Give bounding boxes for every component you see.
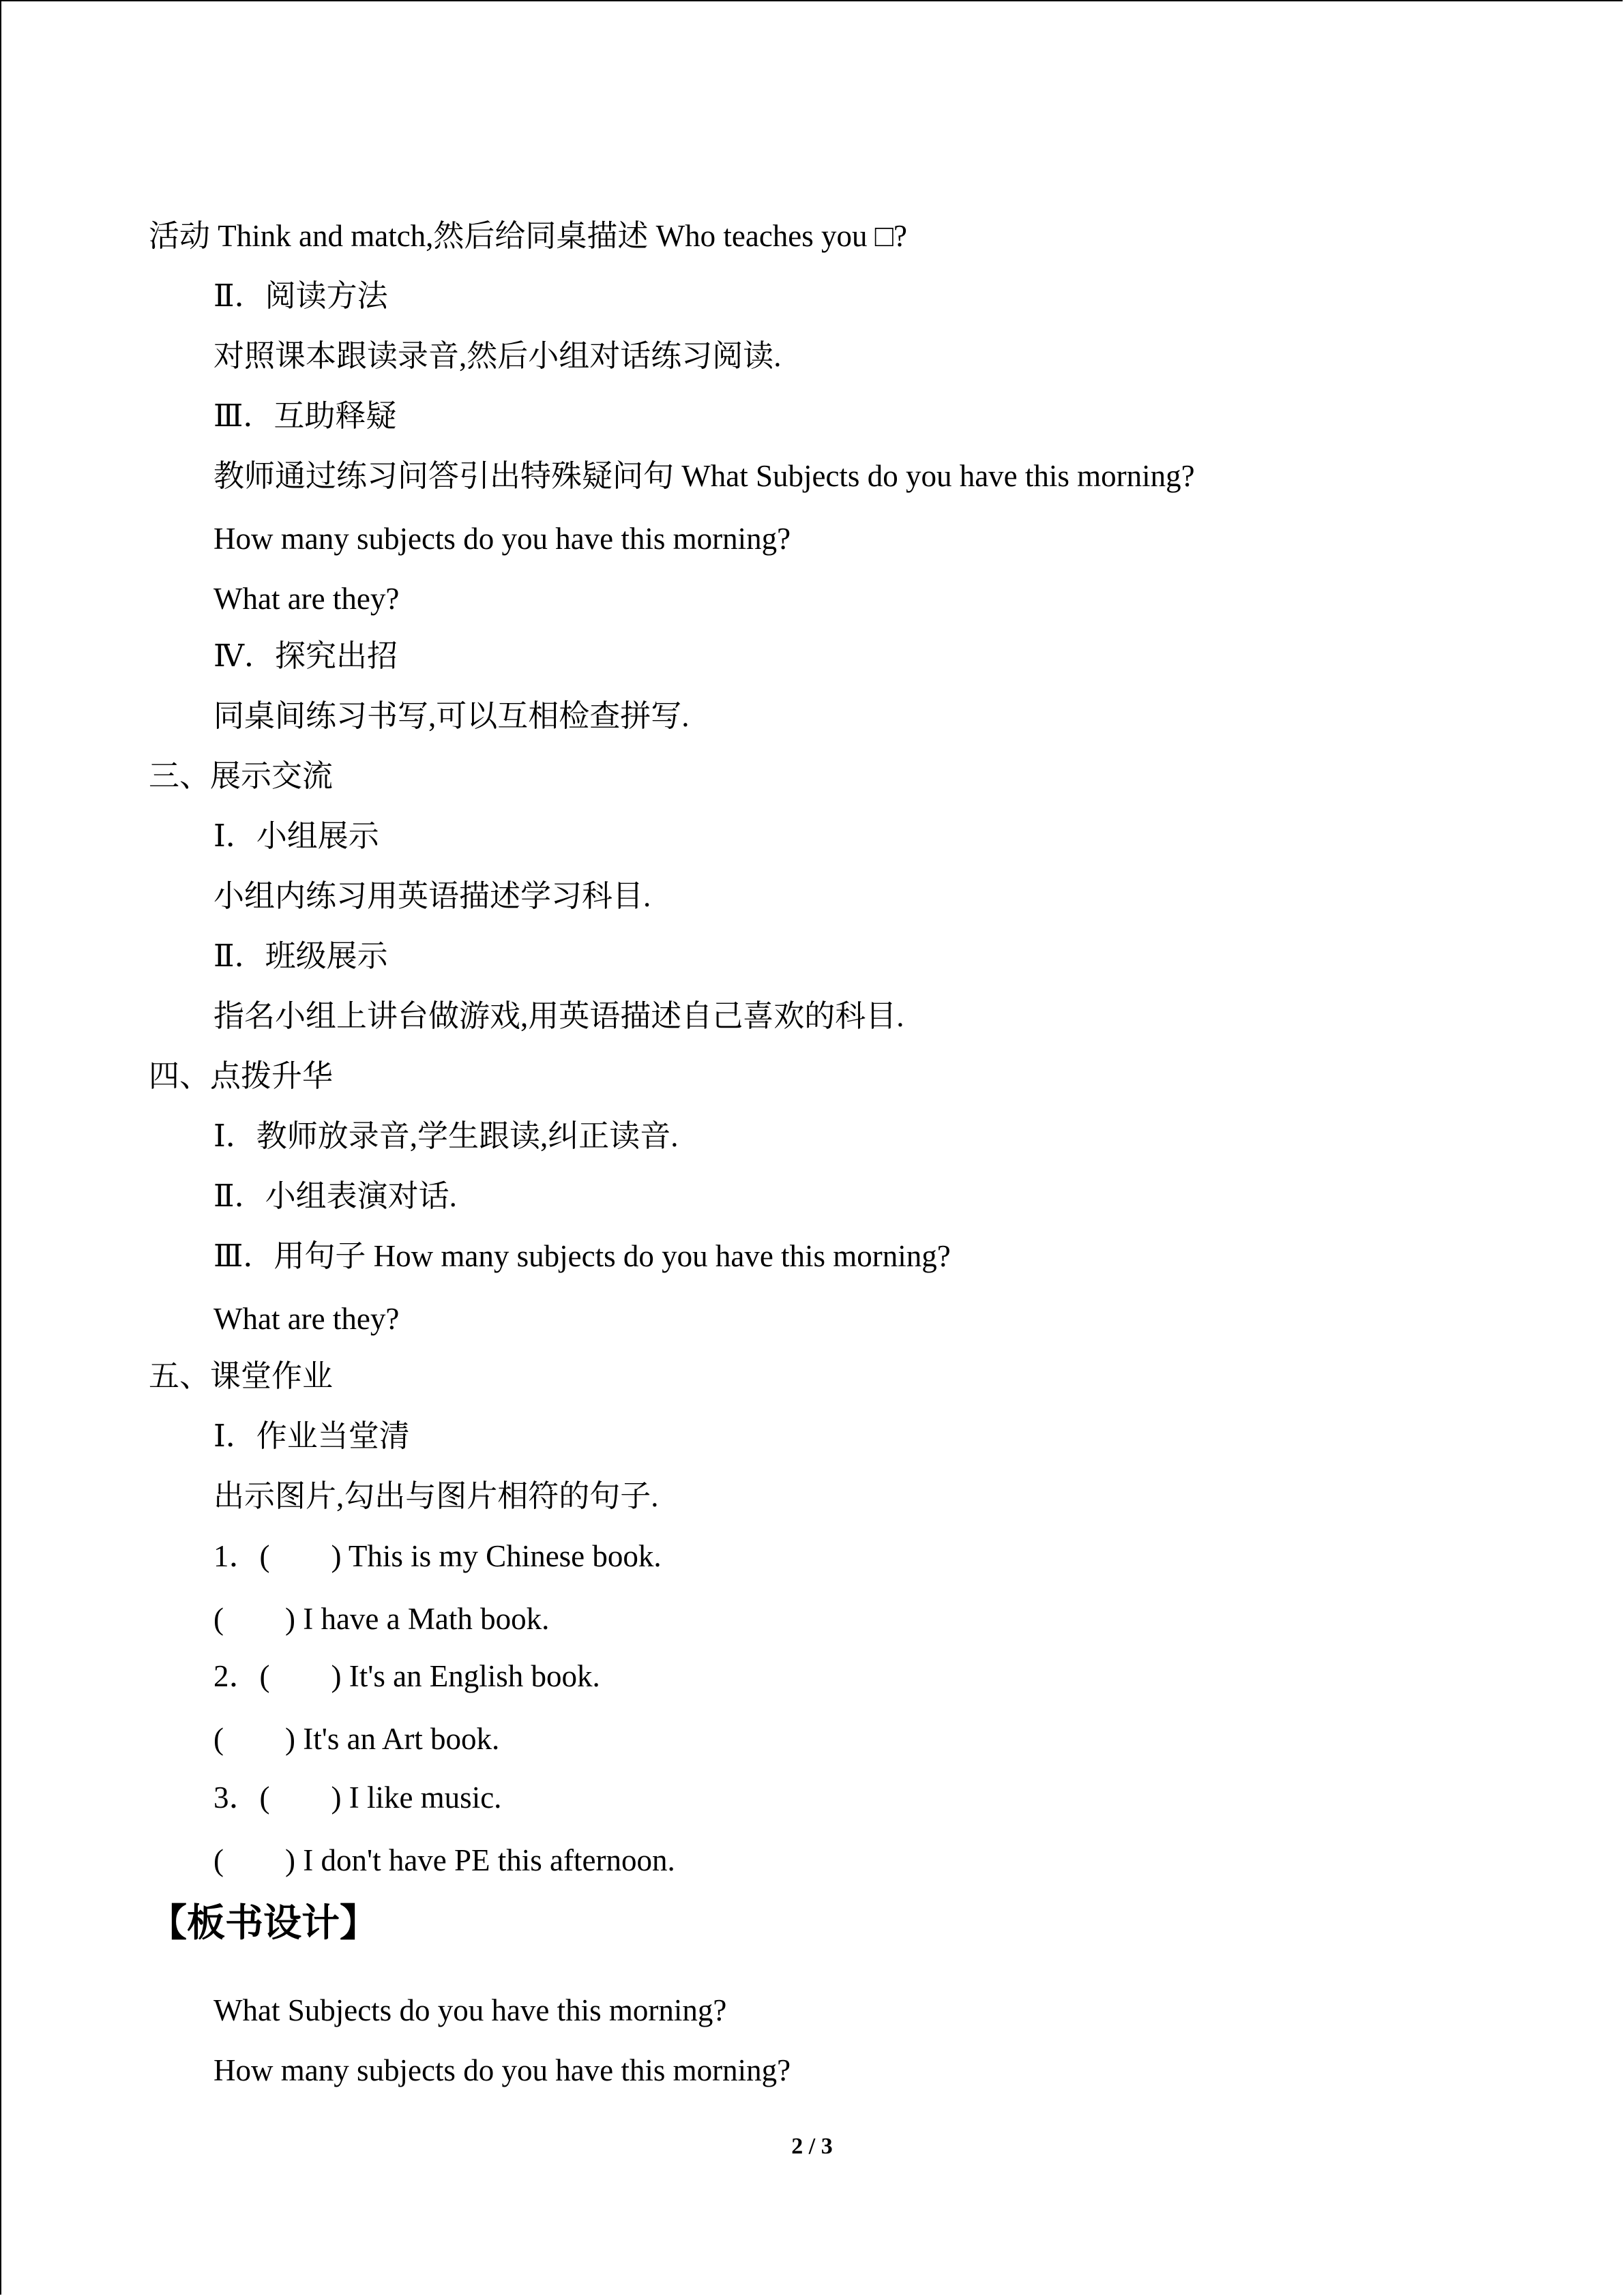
text-line: What are they? — [213, 1302, 400, 1336]
text-line: 同桌间练习书写,可以互相检查拼写. — [213, 699, 690, 733]
section-five-title: 五、课堂作业 — [149, 1359, 334, 1393]
activity-line: 活动 Think and match,然后给同桌描述 Who teaches you □? — [149, 219, 907, 253]
section-mutual-help: Ⅲ．互助释疑 — [213, 399, 397, 433]
exercise-item-1b: ( ) I have a Math book. — [213, 1602, 550, 1636]
subsection-homework: Ⅰ．作业当堂清 — [213, 1419, 410, 1453]
text-line: 指名小组上讲台做游戏,用英语描述自己喜欢的科目. — [213, 999, 904, 1033]
exercise-item-1a: 1．( ) This is my Chinese book. — [213, 1539, 662, 1573]
text-line: Ⅱ．小组表演对话. — [213, 1179, 457, 1213]
section-reading-method: Ⅱ．阅读方法 — [213, 279, 388, 313]
section-three-title: 三、展示交流 — [149, 759, 334, 793]
text-line: 教师通过练习问答引出特殊疑问句 What Subjects do you have this morning? — [213, 459, 1195, 493]
page-number: 2 / 3 — [791, 2134, 833, 2159]
text-line: 小组内练习用英语描述学习科目. — [213, 879, 651, 913]
board-line: How many subjects do you have this morning? — [213, 2053, 791, 2087]
text-line: Ⅰ．教师放录音,学生跟读,纠正读音. — [213, 1119, 679, 1153]
text-line: What are they? — [213, 582, 400, 616]
section-four-title: 四、点拨升华 — [149, 1059, 334, 1093]
exercise-item-2a: 2．( ) It's an English book. — [213, 1659, 600, 1693]
exercise-item-3a: 3．( ) I like music. — [213, 1780, 502, 1815]
exercise-item-3b: ( ) I don't have PE this afternoon. — [213, 1843, 675, 1877]
text-line: Ⅲ．用句子 How many subjects do you have this morning? — [213, 1239, 951, 1273]
text-line: How many subjects do you have this morning? — [213, 522, 791, 556]
board-design-heading: 【板书设计】 — [149, 1901, 378, 1945]
board-line: What Subjects do you have this morning? — [213, 1993, 727, 2027]
text-line: 出示图片,勾出与图片相符的句子. — [213, 1479, 659, 1513]
subsection-class-show: Ⅱ．班级展示 — [213, 939, 388, 973]
exercise-item-2b: ( ) It's an Art book. — [213, 1722, 500, 1756]
text-line: 对照课本跟读录音,然后小组对话练习阅读. — [213, 339, 782, 373]
section-explore: Ⅳ．探究出招 — [213, 639, 398, 673]
subsection-group-show: Ⅰ．小组展示 — [213, 819, 379, 853]
